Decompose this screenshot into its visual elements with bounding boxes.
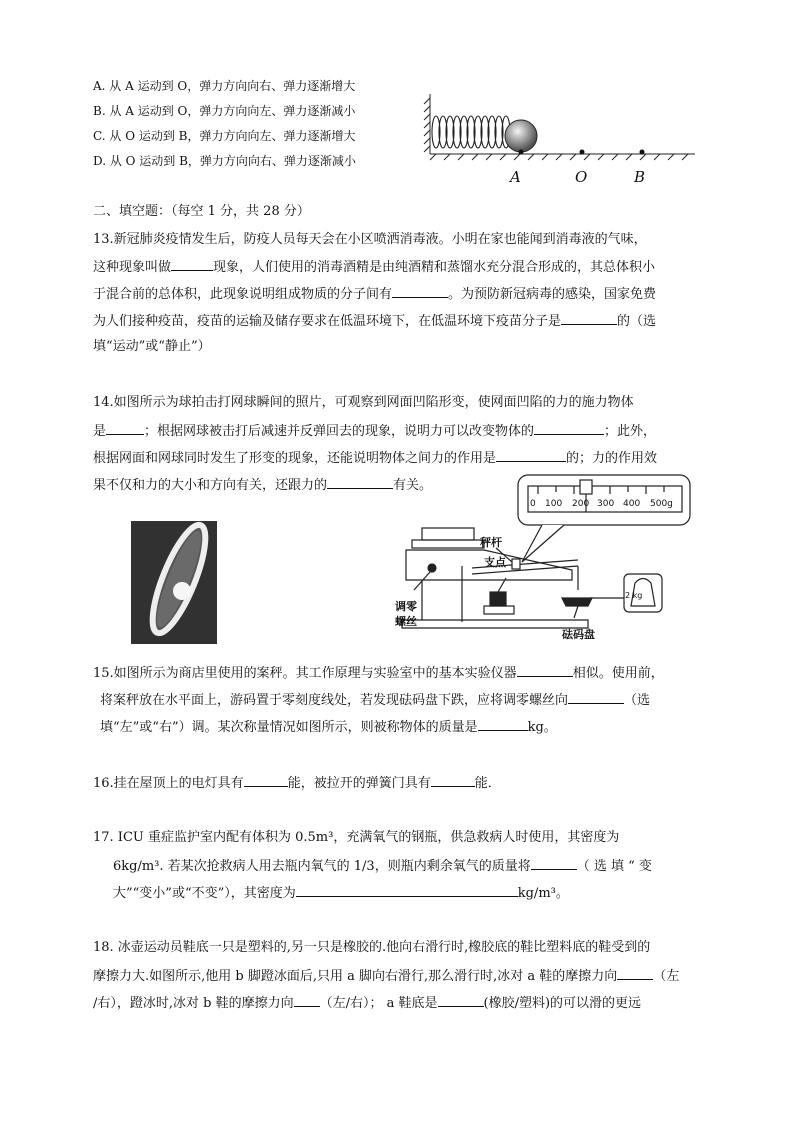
q17-line-3: 大”“变小”或“不变”），其密度为 kg/m³。 (113, 886, 569, 901)
answer-blank[interactable] (478, 718, 528, 731)
beam-label: 秤杆 (480, 536, 502, 549)
q14-line-4: 果不仅和力的大小和方向有关，还跟力的 有关。 (93, 478, 433, 493)
point-label-b: B (634, 168, 646, 186)
q16-line: 16.挂在屋顶上的电灯具有 能，被拉开的弹簧门具有 能． (93, 776, 501, 791)
tennis-ball (173, 582, 191, 600)
q13-line-4: 为人们接种疫苗，疫苗的运输及储存要求在低温环境下，在低温环境下疫苗分子是 的（选 (93, 314, 657, 329)
q14-line-2: 是 ；根据网球被击打后减速并反弹回去的现象，说明力可以改变物体的 ；此外， (93, 424, 657, 439)
q15-line-3: 填“左”或“右”）调。某次称量情况如图所示，则被称物体的质量是 kg。 (100, 720, 557, 735)
q17-line-1: 17. ICU 重症监护室内配有体积为 0.5m³，充满氧气的钢瓶，供急救病人时使用，其密度为 (93, 830, 620, 845)
point-label-o: O (575, 168, 588, 186)
answer-blank[interactable] (294, 994, 320, 1007)
answer-blank[interactable] (106, 422, 144, 435)
answer-blank[interactable] (244, 774, 288, 787)
scale-tick-0: 0 (530, 499, 536, 509)
section-heading: 二、填空题：（每空 1 分，共 28 分） (93, 204, 310, 219)
zero-screw-label: 螺丝 (395, 615, 417, 628)
spring-figure (420, 88, 700, 188)
ball (505, 120, 537, 152)
q12-option-d: D. 从 O 运动到 B，弹力方向向右、弹力逐渐减小 (93, 154, 356, 168)
scale-tick-100: 100 (545, 499, 563, 509)
racket-photo (131, 521, 217, 644)
q18-line-1: 18. 冰壶运动员鞋底一只是塑料的,另一只是橡胶的.他向右滑行时,橡胶底的鞋比塑料底的鞋受到的 (93, 940, 651, 955)
answer-blank[interactable] (561, 312, 617, 325)
answer-blank[interactable] (438, 994, 484, 1007)
answer-blank[interactable] (617, 967, 653, 980)
scale-tick-200: 200 (572, 499, 590, 509)
scale-tick-300: 300 (597, 499, 615, 509)
q17-line-2: 6kg/m³. 若某次抢救病人用去瓶内氧气的 1/3，则瓶内剩余氧气的质量将 （ 选 填 “ 变 (113, 859, 652, 874)
q13-line-1: 13.新冠肺炎疫情发生后，防疫人员每天会在小区喷洒消毒液。小明在家也能闻到消毒液的气味， (93, 232, 647, 247)
answer-blank[interactable] (171, 258, 213, 271)
q13-line-3: 于混合前的总体积，此现象说明组成物质的分子间有 。为预防新冠病毒的感染，国家免费 (93, 287, 657, 302)
answer-blank[interactable] (531, 857, 577, 870)
answer-blank[interactable] (517, 664, 573, 677)
q18-line-2: 摩擦力大.如图所示,他用 b 脚蹬冰面后,只用 a 脚向右滑行,那么滑行时,冰对 a 鞋的摩擦力向 （左 (93, 969, 680, 984)
q18-line-3: /右），蹬冰时,冰对 b 鞋的摩擦力向 （左/右）； a 鞋底是 (橡胶/塑料)的可以滑的更远 (93, 996, 642, 1011)
q14-line-3: 根据网面和网球同时发生了形变的现象，还能说明物体之间力的作用是 的；力的作用效 (93, 451, 658, 466)
answer-blank[interactable] (392, 285, 448, 298)
q13-line-5: 填“运动”或“静止”） (93, 339, 211, 354)
point-label-a: A (510, 168, 521, 186)
answer-blank[interactable] (296, 884, 518, 897)
scale-tick-500g: 500g (650, 499, 673, 509)
answer-blank[interactable] (496, 449, 566, 462)
weight-pan-label: 砝码盘 (562, 628, 595, 641)
answer-blank[interactable] (431, 774, 475, 787)
answer-blank[interactable] (327, 476, 393, 489)
platform-scale-figure (392, 470, 704, 642)
q12-option-c: C. 从 O 运动到 B，弹力方向向左、弹力逐渐增大 (93, 129, 356, 143)
q12-option-b: B. 从 A 运动到 O，弹力方向向左、弹力逐渐减小 (93, 104, 356, 118)
q15-line-2: 将案秤放在水平面上，游码置于零刻度线处，若发现砝码盘下跌，应将调零螺丝向 （选 (100, 693, 651, 708)
q15-line-1: 15.如图所示为商店里使用的案秤。其工作原理与实验室中的基本实验仪器 相似。使用前， (93, 666, 664, 681)
q12-option-a: A. 从 A 运动到 O，弹力方向向右、弹力逐渐增大 (93, 79, 356, 93)
weight-label: 2 kg (625, 591, 643, 600)
spring-coil (432, 116, 510, 148)
answer-blank[interactable] (568, 691, 624, 704)
q13-line-2: 这种现象叫做 现象，人们使用的消毒酒精是由纯酒精和蒸馏水充分混合形成的，其总体积小 (93, 260, 656, 275)
q14-line-1: 14.如图所示为球拍击打网球瞬间的照片，可观察到网面凹陷形变，使网面凹陷的力的施力物体 (93, 395, 634, 410)
pivot-label: 支点 (484, 556, 506, 569)
answer-blank[interactable] (534, 422, 604, 435)
scale-tick-400: 400 (623, 499, 641, 509)
zero-screw-label: 调零 (395, 600, 417, 613)
